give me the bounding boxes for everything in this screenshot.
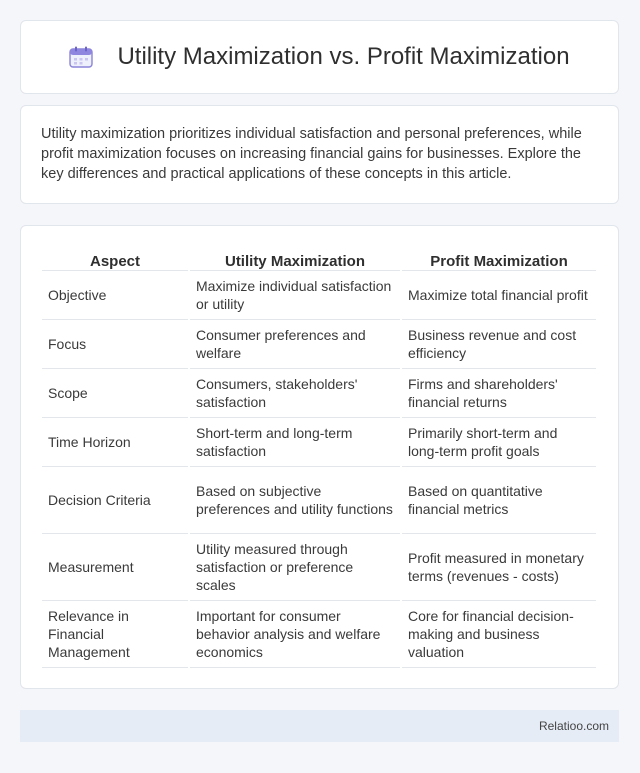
table-cell-utility: Consumer preferences and welfare [190,320,400,369]
table-cell-utility: Maximize individual satisfaction or utility [190,271,400,320]
footer-bar [20,710,619,742]
header-aspect: Aspect [42,246,188,271]
header-profit-maximization: Profit Maximization [402,246,596,271]
header-utility-maximization: Utility Maximization [190,246,400,271]
table-cell-aspect: Objective [42,271,188,320]
table-cell-aspect: Focus [42,320,188,369]
table-cell-profit: Business revenue and cost efficiency [402,320,596,369]
table-cell-utility: Based on subjective preferences and utility functions [190,467,400,534]
table-cell-profit: Maximize total financial profit [402,271,596,320]
table-cell-aspect: Time Horizon [42,418,188,467]
comparison-table [40,246,598,668]
table-row [42,320,596,369]
table-cell-utility: Consumers, stakeholders' satisfaction [190,369,400,418]
table-row [42,271,596,320]
table-cell-profit: Core for financial decision-making and business valuation [402,601,596,668]
table-cell-profit: Primarily short-term and long-term profit goals [402,418,596,467]
table-row [42,418,596,467]
page-title: Utility Maximization vs. Profit Maximization [117,43,570,70]
table-cell-profit: Based on quantitative financial metrics [402,467,596,534]
table-cell-utility: Utility measured through satisfaction or preference scales [190,534,400,601]
calendar-icon [69,46,93,68]
table-cell-aspect: Measurement [42,534,188,601]
table-row [42,369,596,418]
table-cell-aspect: Decision Criteria [42,467,188,534]
intro-card [20,105,619,204]
table-cell-profit: Firms and shareholders' financial returns [402,369,596,418]
table-cell-utility: Short-term and long-term satisfaction [190,418,400,467]
table-row [42,601,596,668]
table-cell-aspect: Scope [42,369,188,418]
title-card [20,20,619,94]
intro-paragraph: Utility maximization prioritizes individual satisfaction and personal preferences, while profit maximization focuses on increasing financial gains for businesses. Explore the key differences and practical applications of these concepts in this article. [41,126,582,182]
table-cell-utility: Important for consumer behavior analysis and welfare economics [190,601,400,668]
footer-brand-link[interactable]: Relatioo.com [538,719,609,733]
table-cell-aspect: Relevance in Financial Management [42,601,188,668]
table-header-row [42,246,596,271]
table-cell-profit: Profit measured in monetary terms (revenues - costs) [402,534,596,601]
table-row [42,534,596,601]
comparison-card [20,225,619,689]
table-row [42,467,596,534]
